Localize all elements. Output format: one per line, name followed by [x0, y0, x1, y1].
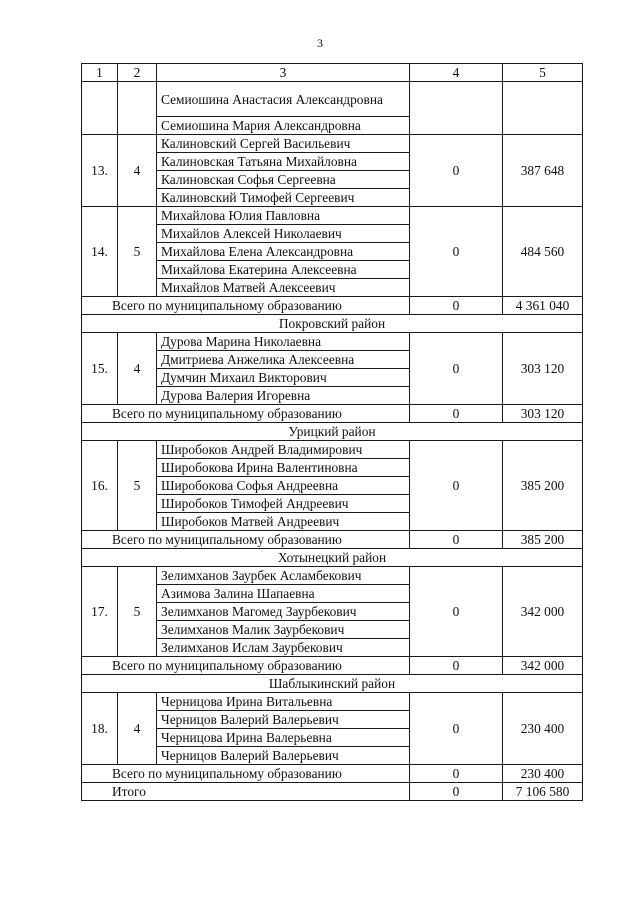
recipient-name: Широбокова Софья Андреевна	[157, 477, 410, 495]
recipient-name: Широбокова Ирина Валентиновна	[157, 459, 410, 477]
allocation-table	[81, 63, 583, 801]
subtotal-row	[82, 531, 583, 549]
col4-value: 0	[410, 693, 503, 765]
recipient-name: Михайлова Екатерина Алексеевна	[157, 261, 410, 279]
cell-empty	[410, 82, 503, 135]
cell-empty	[503, 82, 583, 135]
table-row	[82, 135, 583, 153]
district-title: Шаблыкинский район	[82, 675, 583, 693]
amount-value: 303 120	[503, 333, 583, 405]
subtotal-col4: 0	[410, 765, 503, 783]
table-row	[82, 441, 583, 459]
recipient-name: Дурова Марина Николаевна	[157, 333, 410, 351]
subtotal-label: Всего по муниципальному образованию	[82, 405, 410, 423]
recipient-name: Калиновская Софья Сергеевна	[157, 171, 410, 189]
recipient-name: Зелимханов Магомед Заурбекович	[157, 603, 410, 621]
col4-value: 0	[410, 441, 503, 531]
family-size: 4	[118, 135, 157, 207]
recipient-name: Михайлова Елена Александровна	[157, 243, 410, 261]
col4-value: 0	[410, 135, 503, 207]
district-title: Урицкий район	[82, 423, 583, 441]
recipient-name: Семиошина Анастасия Александровна	[157, 82, 410, 117]
total-row	[82, 783, 583, 801]
subtotal-amount: 303 120	[503, 405, 583, 423]
subtotal-row	[82, 405, 583, 423]
group-number: 13.	[82, 135, 118, 207]
group-number: 14.	[82, 207, 118, 297]
table-header-row	[82, 64, 583, 82]
recipient-name: Калиновский Сергей Васильевич	[157, 135, 410, 153]
recipient-name: Широбоков Тимофей Андреевич	[157, 495, 410, 513]
table-row	[82, 207, 583, 225]
table-row	[82, 333, 583, 351]
col4-value: 0	[410, 567, 503, 657]
subtotal-label: Всего по муниципальному образованию	[82, 657, 410, 675]
recipient-name: Зелимханов Малик Заурбекович	[157, 621, 410, 639]
group-number: 15.	[82, 333, 118, 405]
cell-empty	[82, 82, 118, 135]
recipient-name: Михайлова Юлия Павловна	[157, 207, 410, 225]
recipient-name: Черницова Ирина Витальевна	[157, 693, 410, 711]
page-number: 3	[317, 36, 323, 50]
district-title: Покровский район	[82, 315, 583, 333]
recipient-name: Семиошина Мария Александровна	[157, 117, 410, 135]
total-amount: 7 106 580	[503, 783, 583, 801]
amount-value: 342 000	[503, 567, 583, 657]
recipient-name: Широбоков Матвей Андреевич	[157, 513, 410, 531]
amount-value: 387 648	[503, 135, 583, 207]
recipient-name: Азимова Залина Шапаевна	[157, 585, 410, 603]
col-header-4: 4	[410, 64, 503, 82]
district-row	[82, 423, 583, 441]
cell-empty	[118, 82, 157, 135]
group-number: 16.	[82, 441, 118, 531]
subtotal-amount: 4 361 040	[503, 297, 583, 315]
recipient-name: Калиновская Татьяна Михайловна	[157, 153, 410, 171]
recipient-name: Калиновский Тимофей Сергеевич	[157, 189, 410, 207]
family-size: 4	[118, 693, 157, 765]
recipient-name: Дмитриева Анжелика Алексеевна	[157, 351, 410, 369]
subtotal-amount: 230 400	[503, 765, 583, 783]
subtotal-col4: 0	[410, 297, 503, 315]
amount-value: 484 560	[503, 207, 583, 297]
table-row	[82, 82, 583, 117]
table-row	[82, 567, 583, 585]
district-row	[82, 315, 583, 333]
recipient-name: Черницова Ирина Валерьевна	[157, 729, 410, 747]
col-header-5: 5	[503, 64, 583, 82]
subtotal-label: Всего по муниципальному образованию	[82, 297, 410, 315]
total-col4: 0	[410, 783, 503, 801]
col4-value: 0	[410, 207, 503, 297]
family-size: 4	[118, 333, 157, 405]
family-size: 5	[118, 567, 157, 657]
district-row	[82, 549, 583, 567]
recipient-name: Думчин Михаил Викторович	[157, 369, 410, 387]
subtotal-row	[82, 297, 583, 315]
col4-value: 0	[410, 333, 503, 405]
col-header-2: 2	[118, 64, 157, 82]
subtotal-label: Всего по муниципальному образованию	[82, 531, 410, 549]
recipient-name: Черницов Валерий Валерьевич	[157, 747, 410, 765]
district-row	[82, 675, 583, 693]
subtotal-row	[82, 657, 583, 675]
group-number: 18.	[82, 693, 118, 765]
recipient-name: Черницов Валерий Валерьевич	[157, 711, 410, 729]
subtotal-col4: 0	[410, 657, 503, 675]
subtotal-row	[82, 765, 583, 783]
recipient-name: Михайлов Алексей Николаевич	[157, 225, 410, 243]
group-number: 17.	[82, 567, 118, 657]
recipient-name: Михайлов Матвей Алексеевич	[157, 279, 410, 297]
total-label: Итого	[82, 783, 410, 801]
table-row	[82, 693, 583, 711]
amount-value: 230 400	[503, 693, 583, 765]
recipient-name: Дурова Валерия Игоревна	[157, 387, 410, 405]
subtotal-col4: 0	[410, 531, 503, 549]
subtotal-amount: 385 200	[503, 531, 583, 549]
recipient-name: Зелимханов Заурбек Асламбекович	[157, 567, 410, 585]
subtotal-label: Всего по муниципальному образованию	[82, 765, 410, 783]
col-header-3: 3	[157, 64, 410, 82]
recipient-name: Зелимханов Ислам Заурбекович	[157, 639, 410, 657]
subtotal-col4: 0	[410, 405, 503, 423]
subtotal-amount: 342 000	[503, 657, 583, 675]
recipient-name: Широбоков Андрей Владимирович	[157, 441, 410, 459]
family-size: 5	[118, 441, 157, 531]
family-size: 5	[118, 207, 157, 297]
col-header-1: 1	[82, 64, 118, 82]
district-title: Хотынецкий район	[82, 549, 583, 567]
amount-value: 385 200	[503, 441, 583, 531]
